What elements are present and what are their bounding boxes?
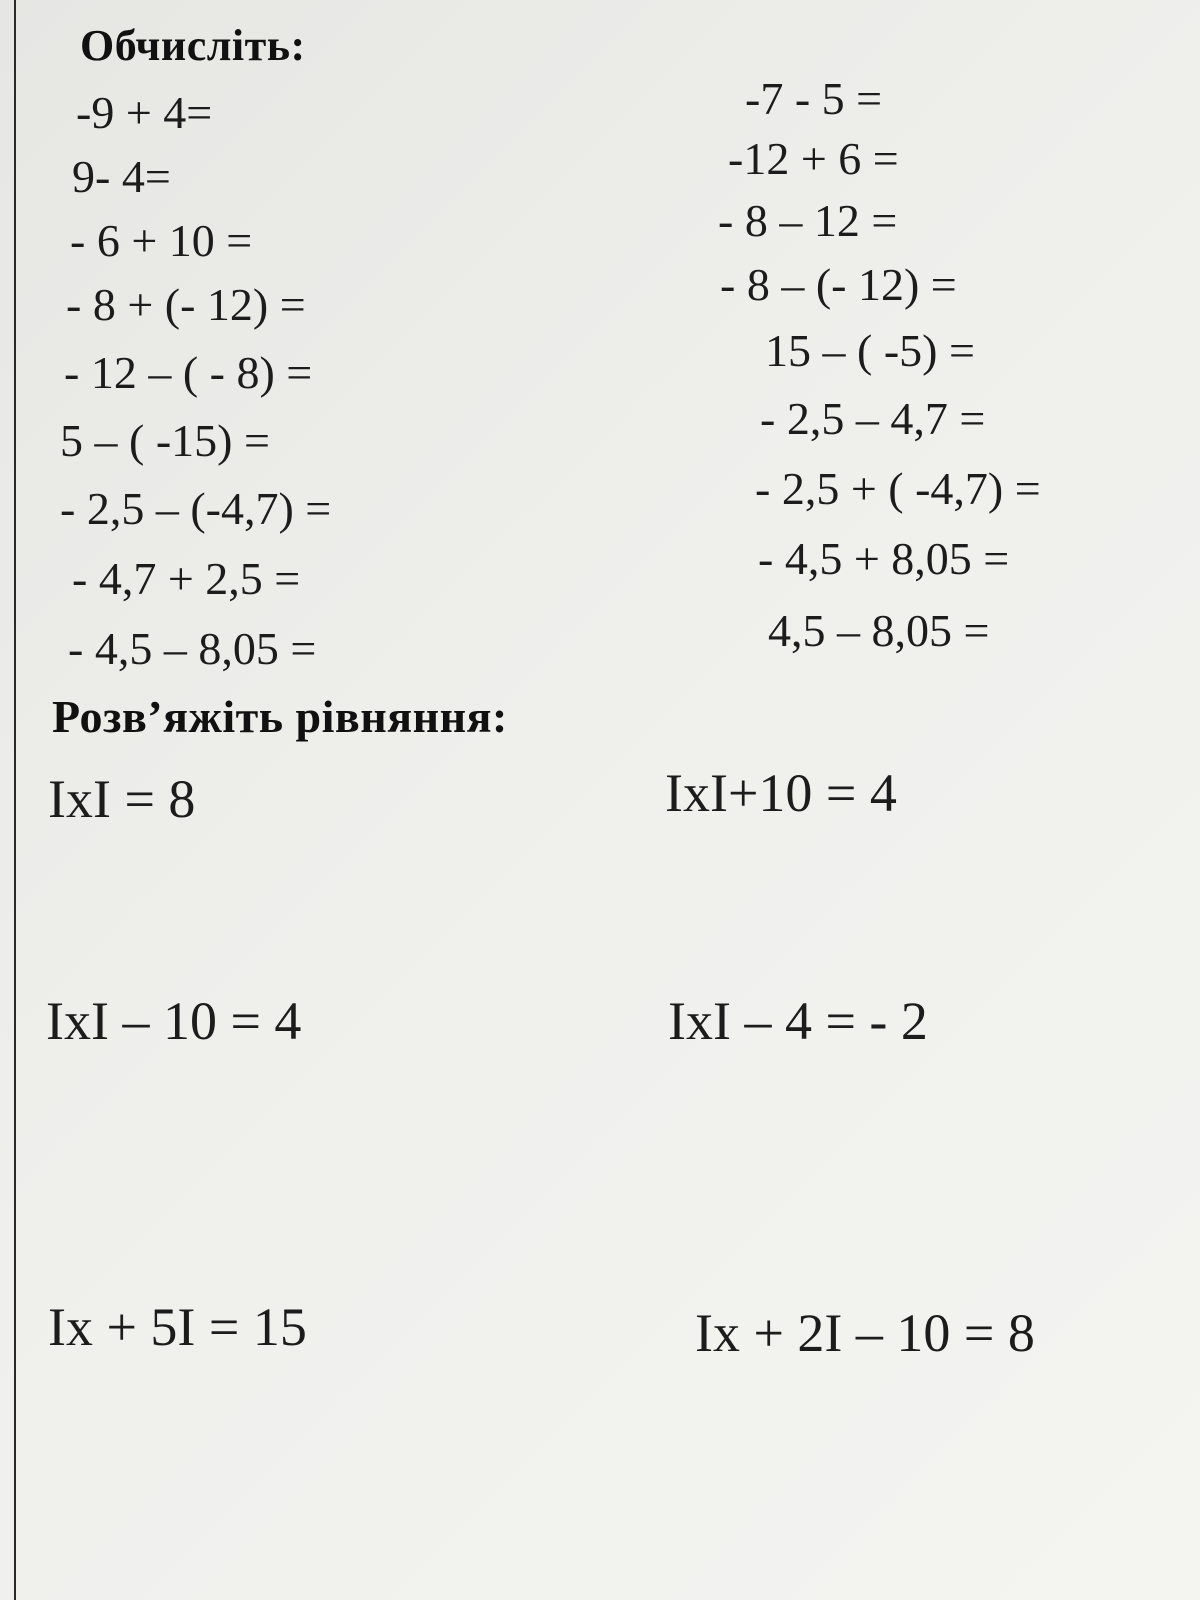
compute-left-9: - 4,5 – 8,05 =: [68, 623, 317, 674]
compute-right-5: 15 – ( -5) =: [765, 325, 975, 376]
compute-left-1: -9 + 4=: [76, 87, 213, 138]
compute-right-2: -12 + 6 =: [728, 133, 899, 184]
compute-left-8: - 4,7 + 2,5 =: [72, 553, 301, 604]
compute-left-3: - 6 + 10 =: [70, 215, 253, 266]
equation-6: Ix + 2I – 10 = 8: [695, 1303, 1035, 1363]
compute-right-8: - 4,5 + 8,05 =: [758, 533, 1010, 584]
compute-right-7: - 2,5 + ( -4,7) =: [755, 463, 1041, 514]
equation-1: IxI = 8: [48, 769, 196, 829]
compute-right-3: - 8 – 12 =: [718, 195, 898, 246]
equations-heading: Розв’яжіть рівняння:: [52, 691, 508, 742]
compute-left-2: 9- 4=: [72, 151, 171, 202]
page-left-border: [14, 0, 16, 1600]
compute-left-4: - 8 + (- 12) =: [66, 279, 306, 330]
compute-left-5: - 12 – ( - 8) =: [64, 347, 313, 398]
equation-5: Ix + 5I = 15: [48, 1297, 307, 1357]
compute-left-7: - 2,5 – (-4,7) =: [60, 483, 332, 534]
compute-right-6: - 2,5 – 4,7 =: [760, 393, 986, 444]
equation-3: IxI – 10 = 4: [46, 991, 302, 1051]
equation-2: IxI+10 = 4: [665, 763, 897, 823]
equation-4: IxI – 4 = - 2: [668, 991, 928, 1051]
compute-right-1: -7 - 5 =: [745, 73, 883, 124]
compute-heading: Обчисліть:: [80, 21, 306, 70]
compute-left-6: 5 – ( -15) =: [60, 415, 270, 466]
compute-right-4: - 8 – (- 12) =: [720, 259, 957, 310]
compute-right-9: 4,5 – 8,05 =: [768, 605, 990, 656]
